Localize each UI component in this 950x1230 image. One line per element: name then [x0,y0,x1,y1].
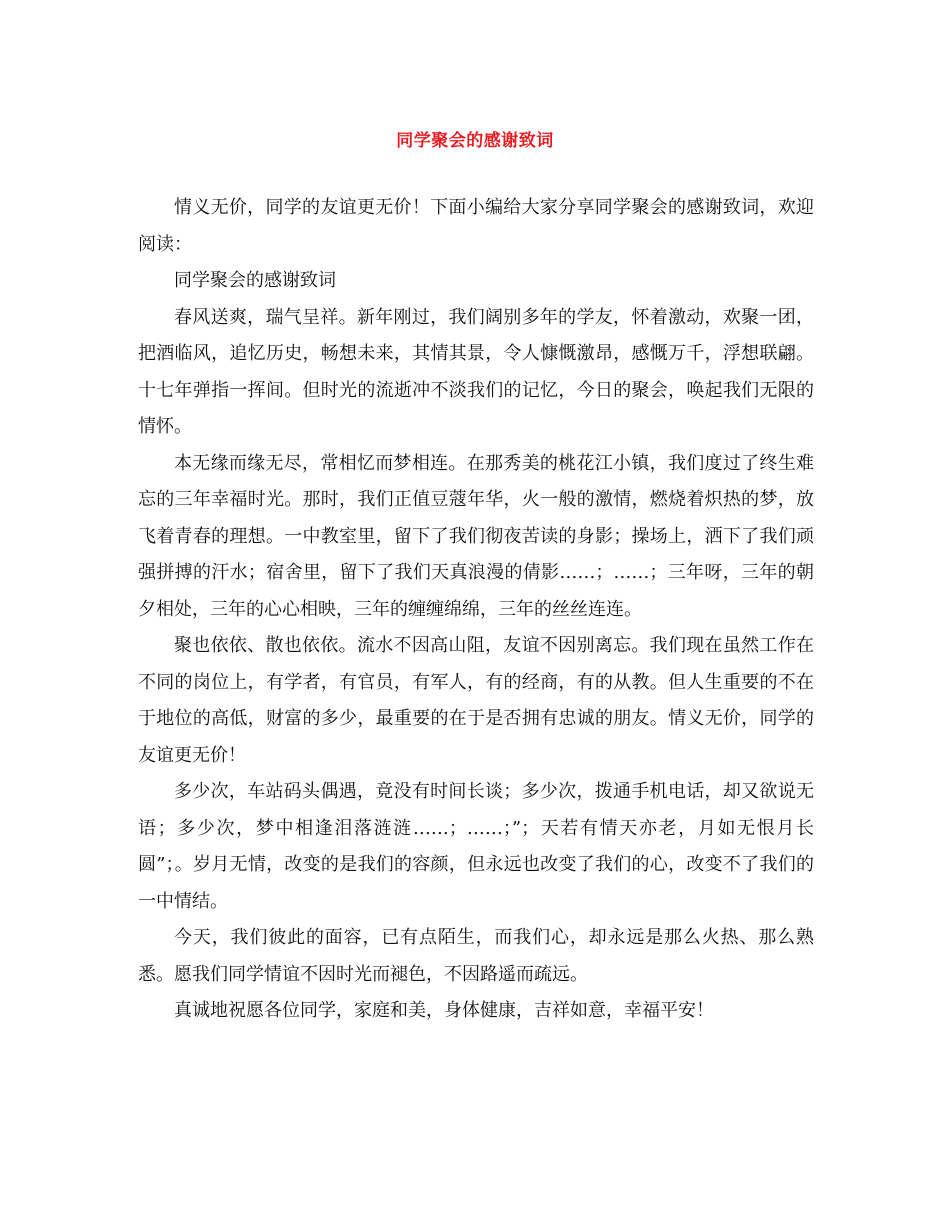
paragraph-friendship: 聚也依依、散也依依。流水不因高山阻，友谊不因别离忘。我们现在虽然工作在不同的岗位上，有学者，有官员，有军人，有的经商，有的从教。但人生重要的不在于地位的高低，财富的多少，最重要的在于是否拥有忠诚的朋友。情义无价，同学的友谊更无价！ [138,635,814,766]
paragraph-subtitle: 同学聚会的感谢致词 [174,270,336,291]
paragraph-wishes: 真诚地祝愿各位同学，家庭和美，身体健康，吉祥如意，幸福平安！ [174,1000,714,1021]
paragraph-intro: 情义无价，同学的友谊更无价！下面小编给大家分享同学聚会的感谢致词，欢迎阅读： [138,197,814,255]
paragraph-how-many-times: 多少次，车站码头偶遇，竟没有时间长谈；多少次，拨通手机电话，却又欲说无语；多少次，梦中相逢泪落涟涟……；……；”；天若有情天亦老，月如无恨月长圆”；。岁月无情，改变的是我们的容颜，但永远也改变了我们的心，改变不了我们的一中情结。 [138,781,814,912]
document-title: 同学聚会的感谢致词 [396,131,554,151]
paragraph-memories: 本无缘而缘无尽，常相忆而梦相连。在那秀美的桃花江小镇，我们度过了终生难忘的三年幸福时光。那时，我们正值豆蔻年华，火一般的激情，燃烧着炽热的梦，放飞着青春的理想。一中教室里，留下了我们彻夜苦读的身影；操场上，洒下了我们顽强拼搏的汗水；宿舍里，留下了我们天真浪漫的倩影……；……；三年呀，三年的朝夕相处，三年的心心相映，三年的缠缠绵绵，三年的丝丝连连。 [138,452,814,620]
document-body [138,190,814,1030]
paragraph-today: 今天，我们彼此的面容，已有点陌生，而我们心，却永远是那么火热、那么熟悉。愿我们同学情谊不因时光而褪色，不因路遥而疏远。 [138,927,814,985]
paragraph-spring: 春风送爽，瑞气呈祥。新年刚过，我们阔别多年的学友，怀着激动，欢聚一团，把酒临风，追忆历史，畅想未来，其情其景，令人慷慨激昂，感慨万千，浮想联翩。十七年弹指一挥间。但时光的流逝冲不淡我们的记忆，今日的聚会，唤起我们无限的情怀。 [138,306,814,437]
